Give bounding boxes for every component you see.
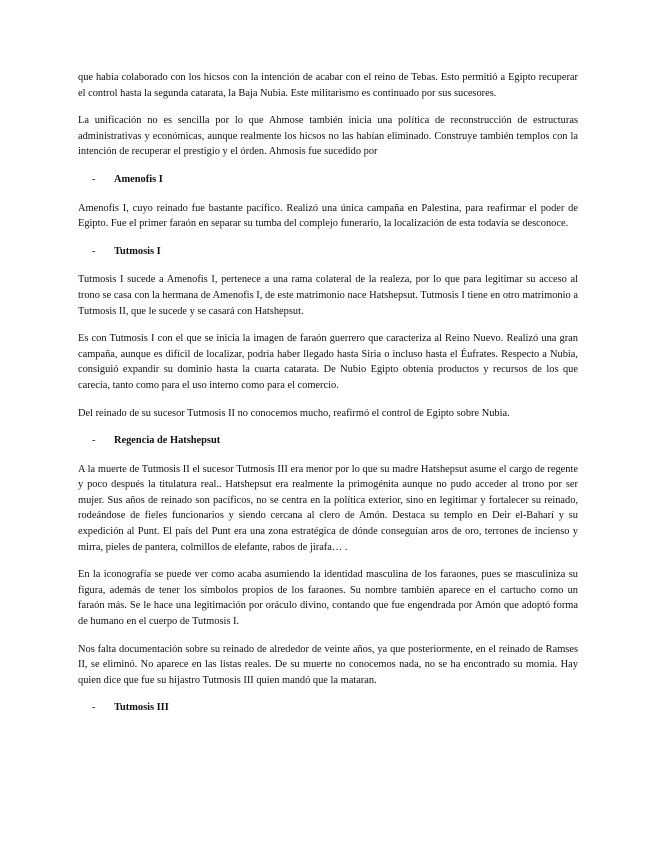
paragraph: En la iconografía se puede ver como acaba asumiendo la identidad masculina de los faraones, pues se masculiniza su figura, además de tener los símbolos propios de los faraones. Su nombre también aparece en el cartucho como un faraón más. Se le hace una legitimación por oráculo divino, contando que fue engendrada por Amón que adoptó forma de humano en el cuerpo de Tutmosis I.: [78, 569, 578, 628]
heading-text: Regencia de Hatshepsut: [114, 435, 221, 447]
bullet-dash: -: [92, 702, 96, 714]
paragraph: Tutmosis I sucede a Amenofis I, pertenece a una rama colateral de la realeza, por lo que para legitimar su acceso al trono se casa con la hermana de Amenofis I, de este matrimonio nace Hatshepsut. Tutmosis I tiene en otro matrimonio a Tutmosis II, que le sucede y se casará con Hatshepsut.: [78, 274, 578, 317]
paragraph: Del reinado de su sucesor Tutmosis II no conocemos mucho, reafirmó el control de Egipto sobre Nubia.: [78, 407, 510, 419]
section-heading-tutmosis-i: [78, 244, 578, 260]
paragraph: que había colaborado con los hicsos con la intención de acabar con el reino de Tebas. Esto permitió a Egipto recuperar el control hasta la segunda catarata, la Baja Nubia. Este militarismo es continuado por sus sucesores.: [78, 72, 578, 99]
paragraph: Nos falta documentación sobre su reinado de alrededor de veinte años, ya que posteriormente, en el reinado de Ramses II, se eliminó. No aparece en las listas reales. De su muerte no conocemos nada, no se ha encontrado su momia. Hay quien dice que fue su hijastro Tutmosis III quien mandó que la mataran.: [78, 643, 578, 686]
section-heading-amenofis-i: [78, 172, 578, 188]
bullet-dash: -: [92, 435, 96, 447]
heading-text: Amenofis I: [114, 173, 163, 185]
paragraph: Es con Tutmosis I con el que se inicia la imagen de faraón guerrero que caracteriza al Reino Nuevo. Realizó una gran campaña, aunque es difícil de localizar, podría haber llegado hasta Siria o incluso hasta el Éufrates. Respecto a Nubia, consiguió expandir su dominio hasta la cuarta catarata. De Nubio Egipto obtenía productos y recursos de los que carecía, tanto como para el uso interno como para el comercio.: [78, 333, 578, 391]
paragraph: Amenofis I, cuyo reinado fue bastante pacífico. Realizó una única campaña en Palestina, para reafirmar el poder de Egipto. Fue el primer faraón en separar su tumba del complejo funerario, la localización de esta todavía se desconoce.: [78, 202, 578, 230]
section-heading-regencia-hatshepsut: [78, 433, 578, 449]
document-page: [78, 70, 578, 729]
heading-text: Tutmosis I: [114, 245, 161, 257]
bullet-dash: -: [92, 173, 96, 185]
paragraph: A la muerte de Tutmosis II el sucesor Tutmosis III era menor por lo que su madre Hatshepsut asume el cargo de regente y poco después la titulatura real.. Hatshepsut era realmente la primogénita aunque no pudo acceder al trono por ser mujer. Sus años de reinado son pacíficos, no se centra en la política exterior, sino en legitimar y fortalecer su reinado, rodeándose de fieles funcionarios y siendo cercana al clero de Amón. Destaca su templo en Deir el-Baharí y su expedición al Punt. El país del Punt era una zona estratégica de dónde conseguían aros de oro, terrones de incienso y mirra, pieles de pantera, colmillos de elefante, rabos de jirafa… .: [78, 463, 578, 553]
section-heading-tutmosis-iii: [78, 700, 578, 716]
paragraph: La unificación no es sencilla por lo que Ahmose también inicia una política de reconstrucción de estructuras administrativas y económicas, aunque realmente los hicsos no las habían eliminado. Construye también templos con la intención de recuperar el prestigio y el órden. Ahmosis fue sucedido por: [78, 115, 578, 158]
bullet-dash: -: [92, 245, 96, 257]
heading-text: Tutmosis III: [114, 702, 169, 714]
